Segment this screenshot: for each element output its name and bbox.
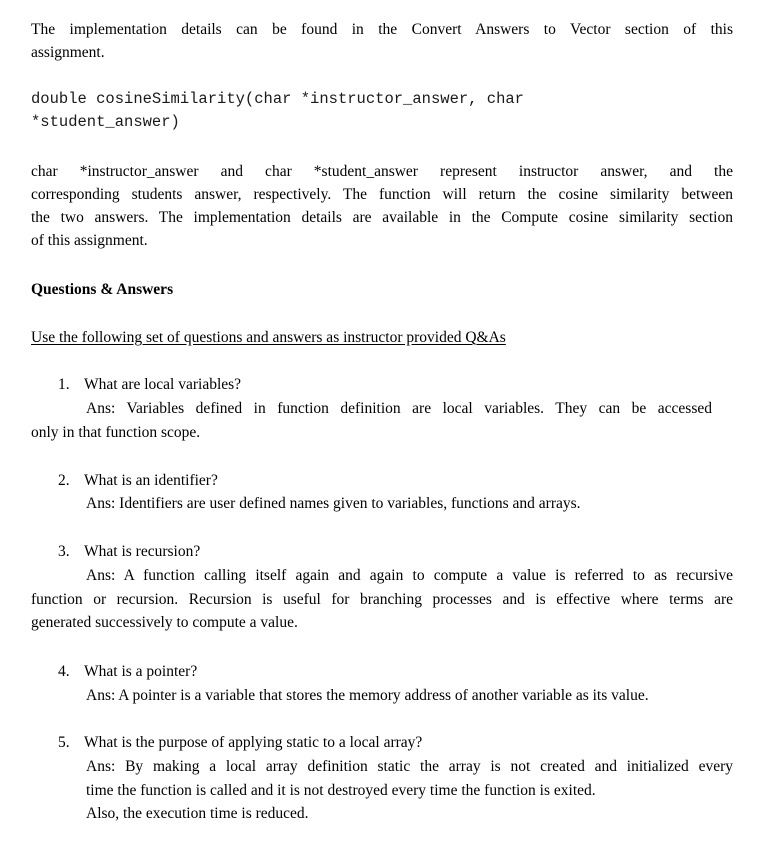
description-line-4: of this assignment. [31, 232, 148, 249]
qa-answer-4-line-1: Ans: A pointer is a variable that stores the memory address of another variable as its value. [86, 687, 649, 704]
qa-question-3 [58, 540, 200, 563]
section-heading: Questions & Answers [31, 281, 174, 298]
qa-answer-1-line-2: only in that function scope. [31, 424, 201, 441]
function-signature-line-2: *student_answer) [31, 113, 180, 131]
description-line-3: the two answers. The implementation details are available in the Compute cosine similarity section [31, 209, 733, 226]
qa-question-text-2: What is an identifier? [84, 472, 218, 489]
description-line-1: char *instructor_answer and char *student_answer represent instructor answer, and the [31, 163, 733, 180]
intro-line-2: assignment. [31, 44, 105, 61]
qa-number-3: 3. [58, 543, 70, 560]
qa-number-2: 2. [58, 472, 70, 489]
qa-number-5: 5. [58, 734, 70, 751]
qa-answer-3-line-1: Ans: A function calling itself again and again to compute a value is referred to as recursive [86, 567, 733, 584]
section-note: Use the following set of questions and answers as instructor provided Q&As [31, 329, 506, 346]
qa-answer-2-line-1: Ans: Identifiers are user defined names given to variables, functions and arrays. [86, 495, 581, 512]
function-signature-line-1: double cosineSimilarity(char *instructor_answer, char [31, 90, 524, 108]
qa-question-2 [58, 469, 218, 492]
qa-answer-5-line-1: Ans: By making a local array definition static the array is not created and initialized every [86, 758, 733, 775]
qa-answer-1-line-1: Ans: Variables defined in function definition are local variables. They can be accessed [86, 400, 712, 417]
qa-number-4: 4. [58, 663, 70, 680]
qa-question-text-4: What is a pointer? [84, 663, 198, 680]
qa-answer-3-line-3: generated successively to compute a value. [31, 614, 298, 631]
qa-question-5 [58, 731, 422, 754]
qa-question-text-3: What is recursion? [84, 543, 201, 560]
qa-answer-3-line-2: function or recursion. Recursion is useful for branching processes and is effective where terms are [31, 591, 733, 608]
qa-answer-5-line-2: time the function is called and it is not destroyed every time the function is exited. [86, 782, 596, 799]
qa-question-4 [58, 660, 197, 683]
qa-question-text-1: What are local variables? [84, 376, 242, 393]
qa-answer-5-line-3: Also, the execution time is reduced. [86, 805, 309, 822]
qa-number-1: 1. [58, 376, 70, 393]
description-line-2: corresponding students answer, respectively. The function will return the cosine similarity between [31, 186, 733, 203]
qa-question-1 [58, 373, 241, 396]
intro-line-1: The implementation details can be found in the Convert Answers to Vector section of this [31, 21, 733, 38]
qa-question-text-5: What is the purpose of applying static to a local array? [84, 734, 423, 751]
